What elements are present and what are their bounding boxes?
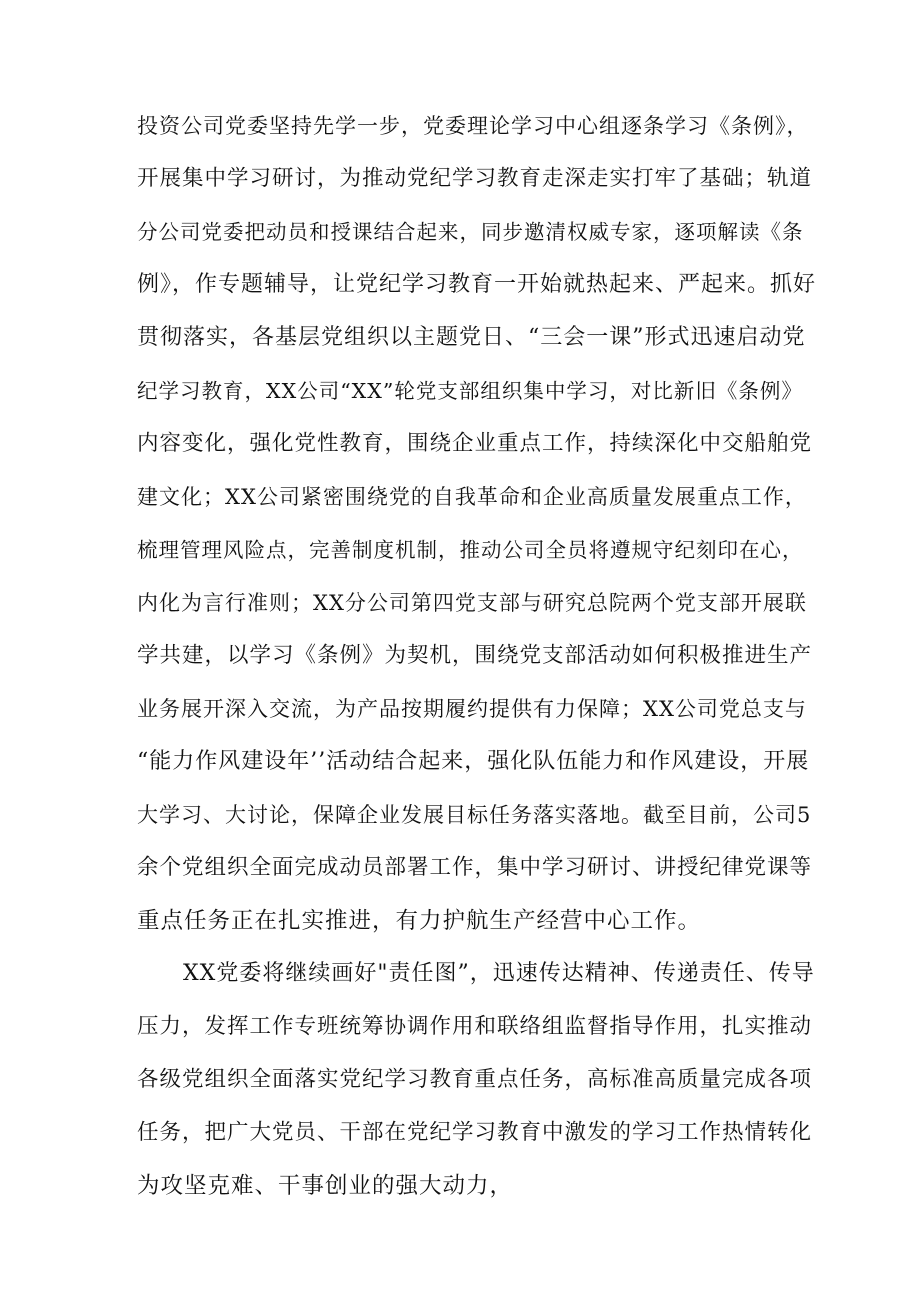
text-line: 内化为言行准则；XX分公司第四党支部与研究总院两个党支部开展联 (137, 591, 807, 615)
text-line: “能力作风建设年’’活动结合起来，强化队伍能力和作风建设，开展 (137, 749, 810, 774)
text-line: 建文化；XX公司紧密围绕党的自我革命和企业高质量发展重点工作， (137, 485, 807, 509)
text-line: 学共建，以学习《条例》为契机，围绕党支部活动如何积极推进生产 (137, 643, 813, 668)
text-line: 投资公司党委坚持先学一步，党委理论学习中心组逐条学习《条例》， (137, 114, 809, 138)
text-line: 任务，把广大党员、干部在党纪学习教育中激发的学习工作热情转化 (137, 1120, 813, 1145)
text-line: 梳理管理风险点，完善制度机制，推动公司全员将遵规守纪刻印在心， (137, 538, 804, 562)
text-line: 大学习、大讨论，保障企业发展目标任务落实落地。截至目前，公司5 (137, 803, 812, 827)
text-line: XX党委将继续画好"责任图”，迅速传达精神、传递责任、传导 (183, 961, 815, 986)
text-line: 贯彻落实，各基层党组织以主题党日、“三会一课”形式迅速启动党 (137, 325, 806, 350)
text-line: 重点任务正在扎实推进，有力护航生产经营中心工作。 (137, 908, 702, 934)
text-line: 分公司党委把动员和授课结合起来，同步邀清权威专家，逐项解读《条 (137, 220, 804, 244)
text-line: 为攻坚克难、干事创业的强大动力， (137, 1173, 514, 1199)
text-line: 余个党组织全面完成动员部署工作，集中学习研讨、讲授纪律党课等 (137, 855, 813, 880)
text-line: 开展集中学习研讨，为推动党纪学习教育走深走实打牢了基础；轨道 (137, 166, 813, 191)
text-line: 内容变化，强化党性教育，围绕企业重点工作，持续深化中交船舶党 (137, 431, 813, 456)
text-line: 纪学习教育，XX公司“XX”轮党支部组织集中学习，对比新旧《条例》 (137, 379, 803, 403)
text-line: 例》，作专题辅导，让党纪学习教育一开始就热起来、严起来。抓好 (137, 272, 817, 297)
text-line: 压力，发挥工作专班统筹协调作用和联络组监督指导作用，扎实推动 (137, 1014, 813, 1039)
text-line: 各级党组织全面落实党纪学习教育重点任务，高标准高质量完成各项 (137, 1067, 813, 1092)
text-line: 业务展开深入交流，为产品按期履约提供有力保障；XX公司党总支与 (137, 697, 807, 721)
